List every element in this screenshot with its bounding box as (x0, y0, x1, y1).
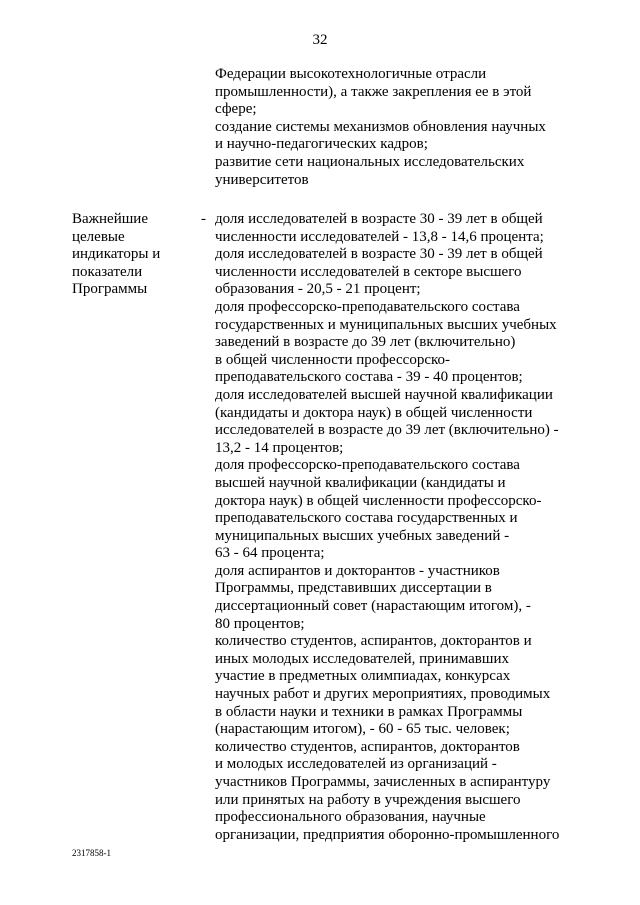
indicators-content-block (215, 211, 575, 844)
intro-line: университетов (215, 171, 309, 188)
indicators-row-label (72, 211, 182, 299)
content-line: количество студентов, аспирантов, докторантов (215, 738, 520, 755)
content-line: участников Программы, зачисленных в аспирантуру (215, 774, 551, 790)
content-line: (кандидаты и доктора наук) в общей численности (215, 404, 533, 421)
content-line: заведений в возрасте до 39 лет (включительно) (215, 334, 516, 351)
content-line: 13,2 - 14 процентов; (215, 439, 344, 456)
intro-line: промышленности), а также закрепления ее в этой (215, 83, 532, 100)
content-line: 80 процентов; (215, 615, 305, 632)
content-line: количество студентов, аспирантов, докторантов и (215, 633, 532, 650)
content-line: муниципальных высших учебных заведений - (215, 527, 510, 544)
content-line: высшей научной квалификации (кандидаты и (215, 474, 506, 491)
content-line: научных работ и других мероприятиях, проводимых (215, 686, 551, 703)
content-line: Программы, представивших диссертации в (215, 580, 492, 597)
content-line: диссертационный совет (нарастающим итогом), - (215, 598, 531, 615)
content-line: численности исследователей - 13,8 - 14,6 процента; (215, 228, 544, 245)
content-line: организации, предприятия оборонно-промышленного (215, 826, 560, 843)
content-line: профессионального образования, научные (215, 809, 486, 826)
content-line: доктора наук) в общей численности профессорско- (215, 492, 542, 509)
label-line: целевые (72, 228, 125, 245)
content-line: доля исследователей в возрасте 30 - 39 лет в общей (215, 246, 543, 263)
intro-line: сфере; (215, 101, 257, 118)
document-id: 2317858-1 (72, 848, 111, 858)
intro-line: развитие сети национальных исследовательских (215, 153, 525, 170)
content-line: исследователей в возрасте до 39 лет (включительно) - (215, 422, 559, 439)
content-line: доля исследователей в возрасте 30 - 39 лет в общей (215, 211, 543, 227)
content-line: в области науки и техники в рамках Программы (215, 703, 523, 720)
content-line: участие в предметных олимпиадах, конкурсах (215, 668, 511, 685)
content-line: преподавательского состава государственных и (215, 510, 518, 527)
content-line: (нарастающим итогом), - 60 - 65 тыс. человек; (215, 721, 510, 738)
content-line: преподавательского состава - 39 - 40 процентов; (215, 369, 523, 386)
content-line: или принятых на работу в учреждения высшего (215, 791, 521, 808)
content-line: и молодых исследователей из организаций - (215, 756, 497, 773)
page-number: 32 (312, 32, 328, 48)
intro-line: создание системы механизмов обновления научных (215, 118, 546, 135)
content-line: в общей численности профессорско- (215, 351, 451, 368)
content-line: иных молодых исследователей, принимавших (215, 650, 509, 667)
label-line: показатели (72, 263, 143, 280)
content-line: доля аспирантов и докторантов - участников (215, 562, 500, 579)
intro-text-block (215, 66, 575, 189)
content-line: государственных и муниципальных высших учебных (215, 316, 557, 333)
content-line: образования - 20,5 - 21 процент; (215, 281, 421, 298)
content-line: численности исследователей в секторе высшего (215, 263, 522, 280)
intro-line: и научно-педагогических кадров; (215, 136, 428, 153)
intro-line: Федерации высокотехнологичные отрасли (215, 66, 487, 82)
content-line: доля профессорско-преподавательского состава (215, 457, 520, 474)
content-line: 63 - 64 процента; (215, 545, 325, 562)
label-line: Программы (72, 281, 148, 298)
content-line: доля профессорско-преподавательского состава (215, 298, 520, 315)
label-line: Важнейшие (72, 211, 148, 227)
content-line: доля исследователей высшей научной квалификации (215, 386, 553, 403)
label-line: индикаторы и (72, 246, 161, 263)
row-dash: - (201, 211, 206, 227)
